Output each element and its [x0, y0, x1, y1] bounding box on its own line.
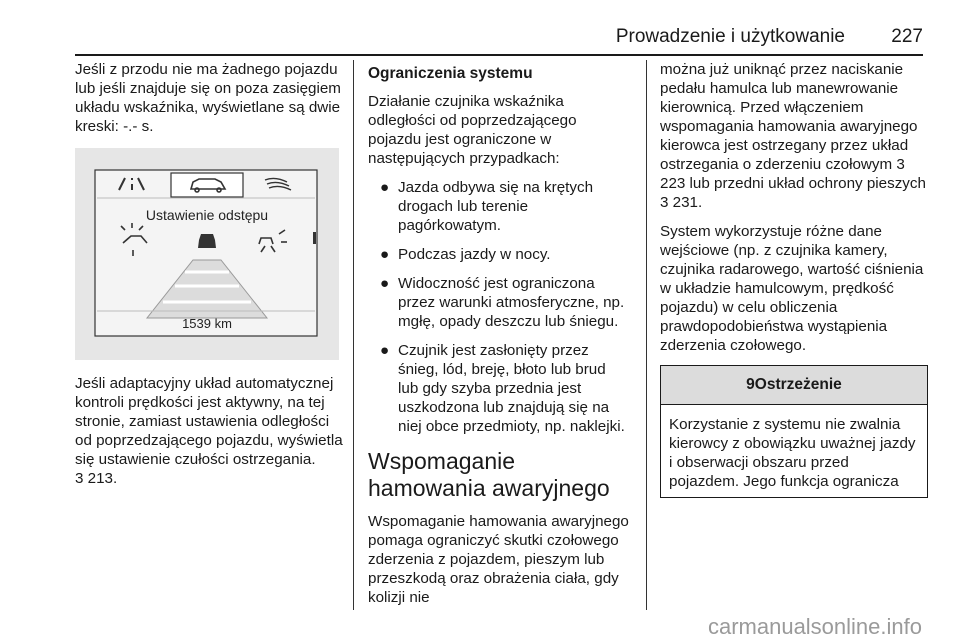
warning-title: 9Ostrzeżenie [661, 366, 927, 405]
watermark: carmanualsonline.info [707, 614, 922, 639]
header-title: Prowadzenie i użytkowanie [615, 26, 845, 47]
limitations-list [368, 178, 630, 436]
column-3 [660, 60, 928, 498]
column-1-lower [75, 374, 345, 498]
figure-label: Ustawienie odstępu [145, 207, 269, 223]
page-reference: 3 213. [75, 470, 118, 487]
subheading: Ograniczenia systemu [368, 65, 533, 82]
car-front-icon [198, 234, 216, 248]
list-item: ● Podczas jazdy w nocy. [380, 246, 551, 263]
page-number: 227 [891, 26, 923, 47]
paragraph: Jeśli adaptacyjny układ automatycznej kontroli prędkości jest aktywny, na tej stronie, zamiast ustawienia odległości od poprzedzającego pojazdu, wyświetla się ustawienie czułości ostrzegania. [75, 375, 343, 468]
odometer-readout: 1539 km [182, 316, 232, 331]
paragraph: Wspomaganie hamowania awaryjnego pomaga ograniczyć skutki czołowego zderzenia z pojazdem, pieszym lub przeszkodą oraz obrażenia ciała, gdy kolizji nie [368, 513, 629, 606]
list-item: ● Jazda odbywa się na krętych drogach lub terenie pagórkowatym. [380, 179, 594, 234]
paragraph: można już uniknąć przez naciskanie pedału hamulca lub manewrowanie kierownicą. Przed włączeniem wspomagania hamowania awaryjnego kierowca jest ostrzegany przez układ ostrzegania o zderzeniu czołowym 3 223 lub przedni układ ochrony pieszych 3 231. [660, 61, 926, 211]
cluster-display-figure [75, 148, 339, 360]
warning-text: Korzystanie z systemu nie zwalnia kierowcy z obowiązku uważnej jazdy i obserwacji obszaru przed pojazdem. Jego funkcja ogranicza [669, 416, 916, 490]
column-2 [368, 60, 630, 617]
list-item: ● Czujnik jest zasłonięty przez śnieg, lód, breję, błoto lub brud lub gdy szyba przednia jest uszkodzona lub znajdują się na niej obce przedmioty, np. naklejki. [380, 342, 625, 435]
section-heading: Wspomaganie hamowania awaryjnego [368, 448, 610, 501]
column-divider [353, 60, 354, 610]
paragraph: Jeśli z przodu nie ma żadnego pojazdu lub jeśli znajduje się on poza zasięgiem układu wskaźnika, wyświetlane są dwie kreski: -.- s. [75, 61, 341, 135]
warning-box [660, 365, 928, 498]
page-header [75, 22, 923, 56]
column-1 [75, 60, 345, 146]
paragraph: Działanie czujnika wskaźnika odległości od poprzedzającego pojazdu jest ograniczone w następujących przypadkach: [368, 93, 577, 167]
paragraph: System wykorzystuje różne dane wejściowe (np. z czujnika kamery, czujnika radarowego, wartość ciśnienia w układzie hamulcowym, prędkość pojazdu) w celu obliczenia prawdopodobieństwa wystąpienia zderzenia czołowego. [660, 223, 924, 354]
list-item: ● Widoczność jest ograniczona przez warunki atmosferyczne, np. mgłę, opady deszczu lub śniegu. [380, 275, 625, 330]
column-divider [646, 60, 647, 610]
